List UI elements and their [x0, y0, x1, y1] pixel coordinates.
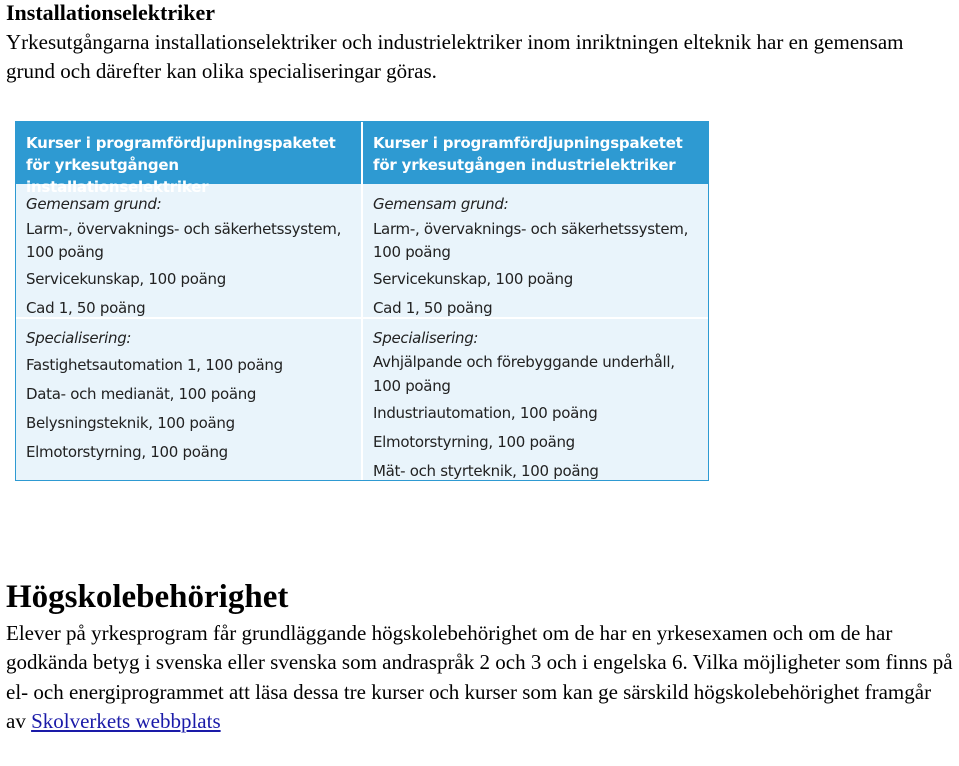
course-item: Fastighetsautomation 1, 100 poäng [26, 356, 283, 374]
course-item: Cad 1, 50 poäng [373, 299, 493, 317]
body-text: Elever på yrkesprogram får grundläggande högskolebehörighet om de har en yrkesexamen och om de har godkända betyg i svenska eller svenska som andraspråk 2 och 3 och i engelska 6. Vilka möjligheter som finns på el- och energiprogrammet att läsa dessa tre kurser och kurser som kan ge särskild högskolebehörighet framgår av [6, 621, 953, 733]
section-heading-installationselektriker: Installationselektriker [6, 0, 215, 25]
course-item: Cad 1, 50 poäng [26, 299, 146, 317]
body-paragraph [6, 619, 956, 736]
course-item: Avhjälpande och förebyggande underhåll, [373, 353, 675, 371]
intro-paragraph: Yrkesutgångarna installationselektriker och industrielektriker inom inriktningen elteknik har en gemensam grund och därefter kan olika specialiseringar göras. [6, 30, 904, 83]
course-item: Elmotorstyrning, 100 poäng [26, 443, 228, 461]
course-table-body [16, 184, 708, 480]
course-item: Larm-, övervaknings- och säkerhetssystem, [373, 220, 689, 238]
course-item: 100 poäng [373, 243, 451, 261]
specialisering-label: Specialisering: [26, 329, 132, 347]
specialisering-label: Specialisering: [373, 329, 479, 347]
course-item: Data- och medianät, 100 poäng [26, 385, 257, 403]
column-industrielektriker [363, 184, 708, 480]
column-installationselektriker [16, 184, 363, 480]
course-item: Mät- och styrteknik, 100 poäng [373, 462, 599, 480]
skolverket-link[interactable]: Skolverkets webbplats [31, 708, 221, 733]
course-item: Belysningsteknik, 100 poäng [26, 414, 235, 432]
gemensam-grund-section [363, 184, 708, 319]
course-item: 100 poäng [373, 377, 451, 395]
header-industrielektriker: Kurser i programfördjupningspaketet för yrkesutgången industrielektriker [373, 134, 683, 174]
course-item: Servicekunskap, 100 poäng [373, 270, 573, 288]
section-heading-hogskolebehorighet: Högskolebehörighet [6, 579, 289, 615]
course-item: Industriautomation, 100 poäng [373, 404, 598, 422]
specialisering-section [16, 319, 361, 467]
specialisering-section [363, 319, 708, 486]
header-installationselektriker: Kurser i programfördjupningspaketet för yrkesutgången installationselektriker [16, 122, 363, 184]
gemensam-grund-section [16, 184, 361, 319]
course-item: 100 poäng [26, 243, 104, 261]
course-table-header [16, 122, 708, 196]
gemensam-grund-label: Gemensam grund: [26, 195, 162, 213]
course-table [15, 121, 709, 481]
course-item: Elmotorstyrning, 100 poäng [373, 433, 575, 451]
course-item: Larm-, övervaknings- och säkerhetssystem, [26, 220, 342, 238]
gemensam-grund-label: Gemensam grund: [373, 195, 509, 213]
course-item: Servicekunskap, 100 poäng [26, 270, 226, 288]
